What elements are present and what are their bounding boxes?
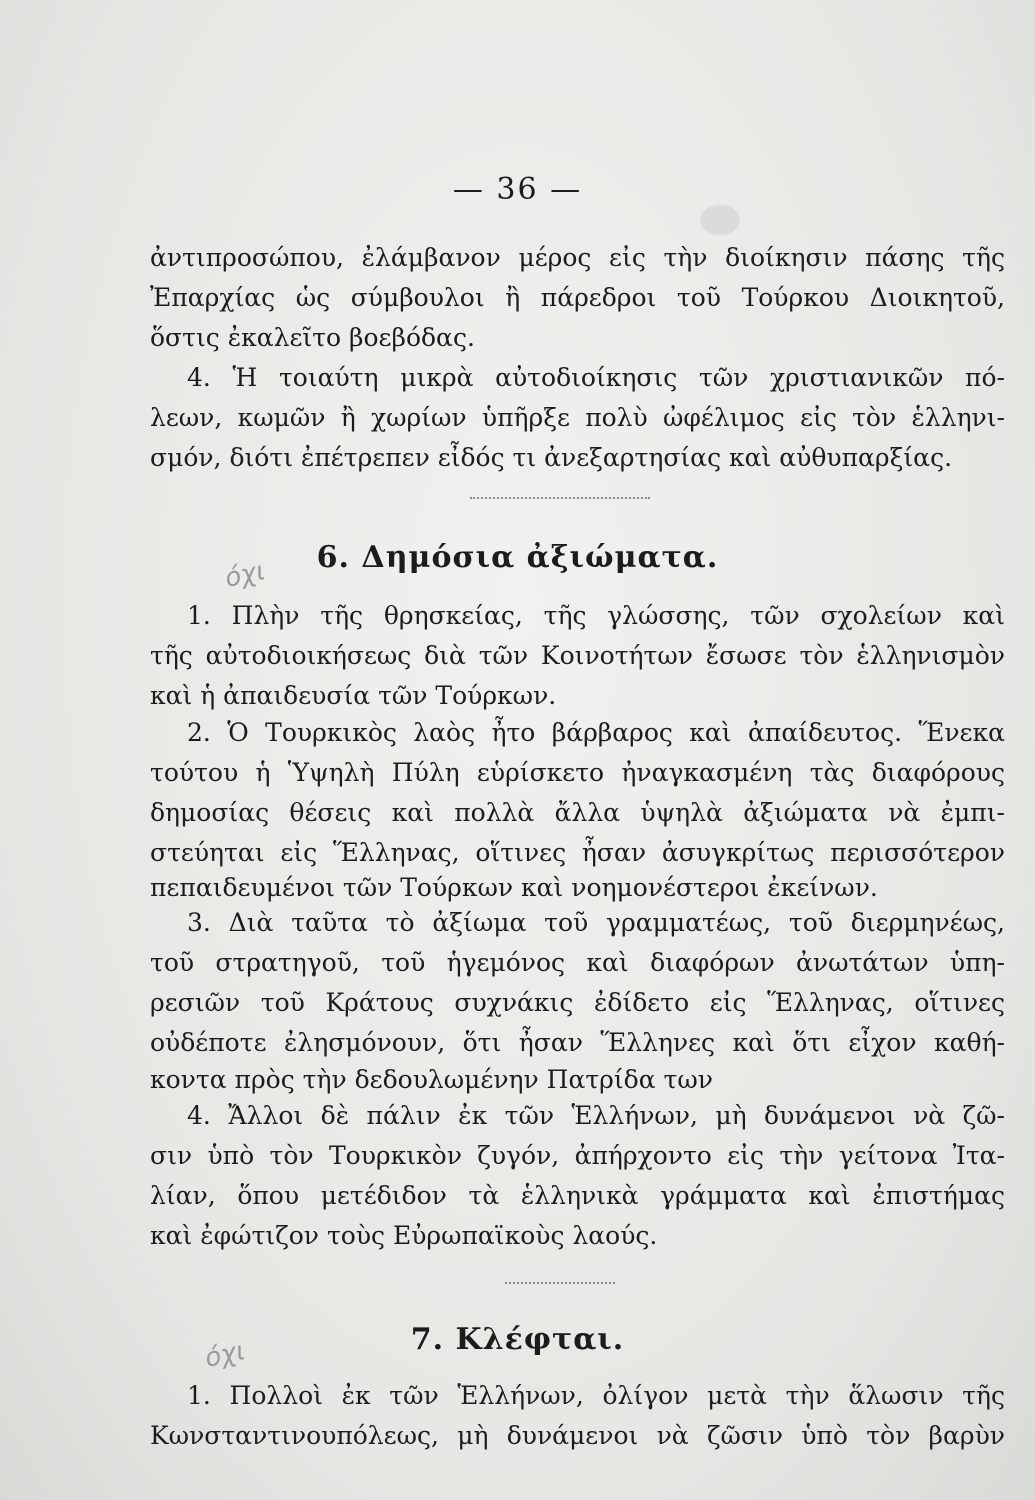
text-line: τῆς αὐτοδιοικήσεως διὰ τῶν Κοινοτήτων ἔσωσε τὸν ἑλληνισμὸν bbox=[150, 641, 1005, 670]
text-line: 3. Διὰ ταῦτα τὸ ἀξίωμα τοῦ γραμματέως, τοῦ διερμηνέως, bbox=[187, 908, 1005, 937]
text-line: στεύηται εἰς Ἕλληνας, οἵτινες ἦσαν ἀσυγκρίτως περισσότερον bbox=[150, 838, 1005, 867]
pencil-margin-note: όχι bbox=[222, 556, 268, 594]
text-line: ὅστις ἐκαλεῖτο βοεβόδας. bbox=[150, 323, 475, 352]
text-line: 2. Ὁ Τουρκικὸς λαὸς ἦτο βάρβαρος καὶ ἀπαίδευτος. Ἕνεκα bbox=[187, 718, 1005, 747]
text-line: κοντα πρὸς τὴν δεδουλωμένην Πατρίδα των bbox=[150, 1065, 713, 1094]
text-line: καὶ ἡ ἀπαιδευσία τῶν Τούρκων. bbox=[150, 681, 557, 710]
text-line: 4. Ἄλλοι δὲ πάλιν ἐκ τῶν Ἑλλήνων, μὴ δυνάμενοι νὰ ζῶ- bbox=[187, 1101, 1005, 1130]
text-line: οὐδέποτε ἐλησμόνουν, ὅτι ἦσαν Ἕλληνες καὶ ὅτι εἶχον καθή- bbox=[150, 1028, 1005, 1057]
text-line: τοῦ στρατηγοῦ, τοῦ ἡγεμόνος καὶ διαφόρων ἀνωτάτων ὑπη- bbox=[150, 948, 1005, 977]
ink-smudge bbox=[700, 205, 740, 235]
section-heading: 7. Κλέφται. bbox=[410, 1322, 625, 1357]
text-line: 4. Ἡ τοιαύτη μικρὰ αὐτοδιοίκησις τῶν χριστιανικῶν πό- bbox=[187, 363, 1005, 392]
text-line: 1. Πλὴν τῆς θρησκείας, τῆς γλώσσης, τῶν σχολείων καὶ bbox=[187, 601, 1005, 630]
text-line: ρεσιῶν τοῦ Κράτους συχνάκις ἐδίδετο εἰς Ἕλληνας, οἵτινες bbox=[150, 988, 1005, 1017]
text-line: τούτου ἡ Ὑψηλὴ Πύλη εὑρίσκετο ἠναγκασμένη τὰς διαφόρους bbox=[150, 758, 1005, 787]
text-line: λεων, κωμῶν ἢ χωρίων ὑπῆρξε πολὺ ὠφέλιμος εἰς τὸν ἑλληνι- bbox=[150, 403, 1005, 432]
text-line: λίαν, ὅπου μετέδιδον τὰ ἑλληνικὰ γράμματα καὶ ἐπιστήμας bbox=[150, 1181, 1005, 1210]
text-line: Κωνσταντινουπόλεως, μὴ δυνάμενοι νὰ ζῶσιν ὑπὸ τὸν βαρὺν bbox=[150, 1421, 1005, 1450]
text-line: Ἐπαρχίας ὡς σύμβουλοι ἢ πάρεδροι τοῦ Τούρκου Διοικητοῦ, bbox=[150, 283, 1005, 312]
text-line: καὶ ἐφώτιζον τοὺς Εὐρωπαϊκοὺς λαούς. bbox=[150, 1221, 658, 1250]
text-line: σιν ὑπὸ τὸν Τουρκικὸν ζυγόν, ἀπήρχοντο εἰς τὴν γείτονα Ἰτα- bbox=[150, 1141, 1005, 1170]
text-line: ἀντιπροσώπου, ἐλάμβανον μέρος εἰς τὴν διοίκησιν πάσης τῆς bbox=[150, 243, 1005, 272]
section-divider bbox=[505, 1282, 615, 1290]
section-divider bbox=[470, 497, 650, 505]
page-number: — 36 — bbox=[452, 172, 583, 207]
pencil-margin-note: όχι bbox=[202, 1336, 248, 1374]
text-line: πεπαιδευμένοι τῶν Τούρκων καὶ νοημονέστεροι ἐκείνων. bbox=[150, 873, 878, 902]
text-line: δημοσίας θέσεις καὶ πολλὰ ἄλλα ὑψηλὰ ἀξιώματα νὰ ἐμπι- bbox=[150, 798, 1005, 827]
text-line: 1. Πολλοὶ ἐκ τῶν Ἑλλήνων, ὀλίγον μετὰ τὴν ἅλωσιν τῆς bbox=[187, 1381, 1005, 1410]
text-line: σμόν, διότι ἐπέτρεπεν εἶδός τι ἀνεξαρτησίας καὶ αὐθυπαρξίας. bbox=[150, 443, 953, 472]
section-heading: 6. Δημόσια ἀξιώματα. bbox=[316, 540, 719, 575]
